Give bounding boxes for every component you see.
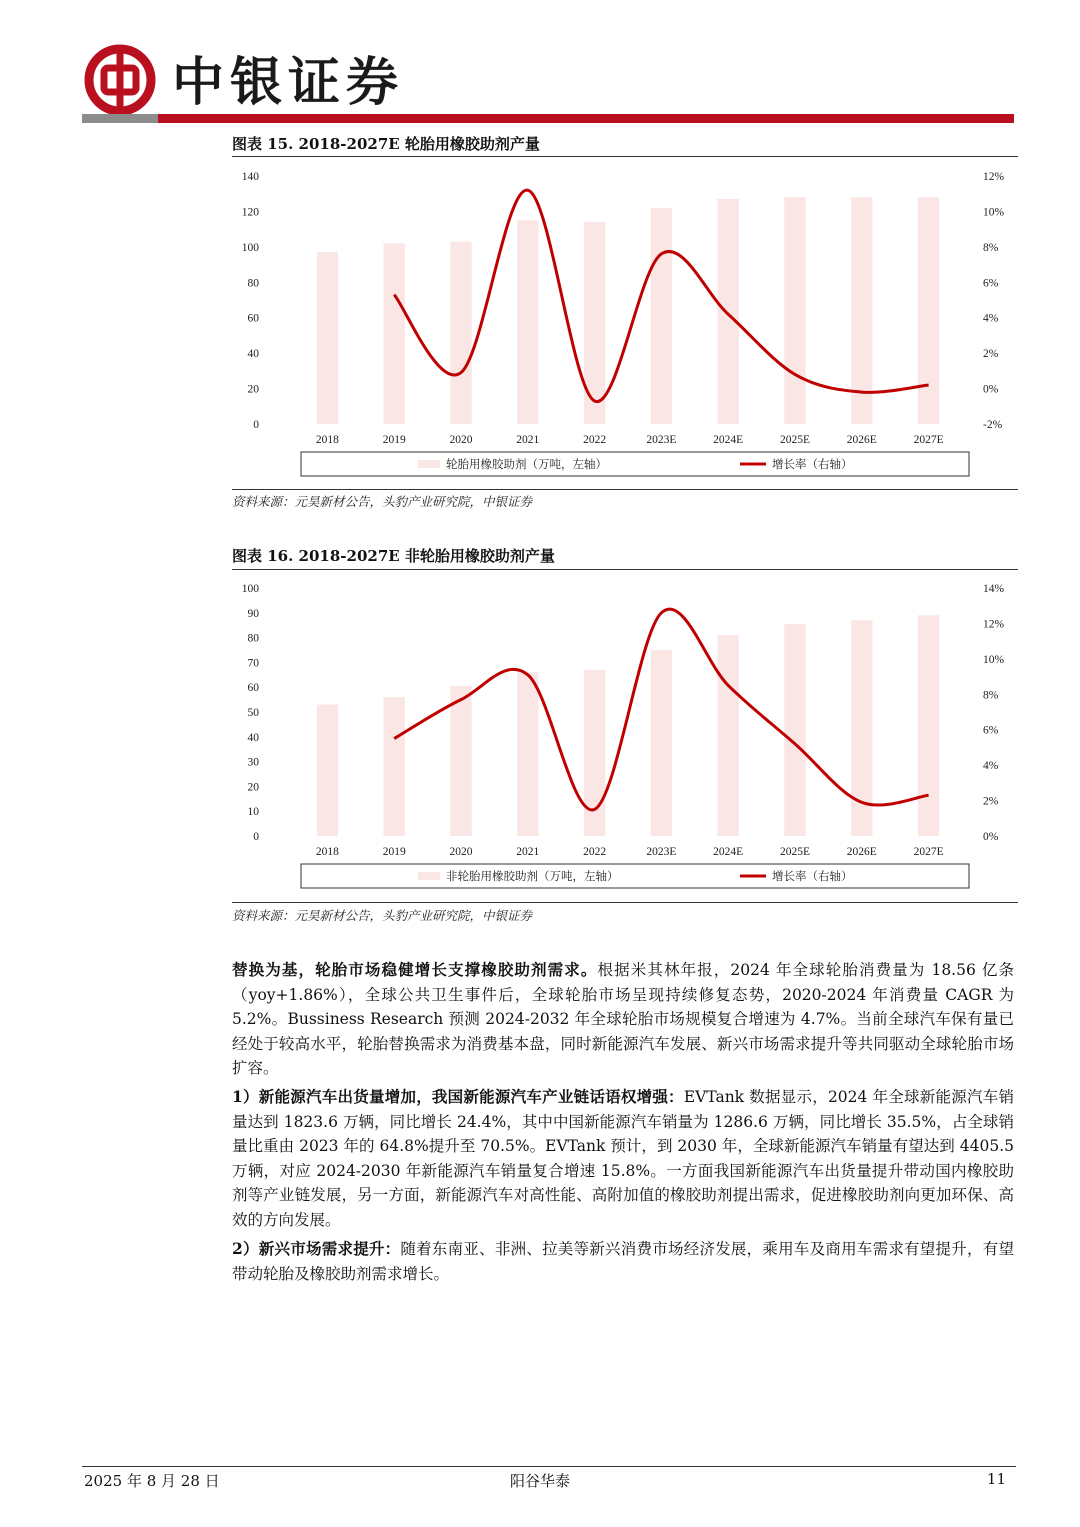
left-axis-tick-label: 60 <box>247 312 259 325</box>
right-axis-tick-label: 6% <box>983 724 999 737</box>
left-axis-tick-label: 0 <box>253 419 259 431</box>
left-axis-tick-label: 80 <box>247 632 259 645</box>
paragraph-nev-text: EVTank 数据显示，2024 年全球新能源汽车销量达到 1823.6 万辆，同比增长 24.4%，其中中国新能源汽车销量为 1286.6 万辆，同比增长 35.5%，占全球销量比重由 2023 年的 64.8%提升至 70.5%。EVTank 预计，到 2030 年，全球新能源汽车销量有望达到 4405.5 万辆，对应 2024-2030 年新能源汽车销量复合增速 15.8%。一方面我国新能源汽车出货量提升带动国内橡胶助剂等产业链发展，另一方面，新能源汽车对高性能、高附加值的橡胶助剂提出需求，促进橡胶助剂向更加环保、高效的方向发展。 <box>232 1088 1015 1229</box>
right-axis-tick-label: 2% <box>983 795 999 808</box>
x-axis-tick-label: 2025E <box>779 434 811 446</box>
figure-16-chart <box>232 572 1018 902</box>
x-axis-tick-label: 2027E <box>913 846 944 858</box>
figure-16-title: 图表 16. 2018-2027E 非轮胎用橡胶助剂产量 <box>232 547 555 565</box>
bank-of-china-logo <box>84 44 156 116</box>
x-axis-tick-label: 2018 <box>315 434 339 446</box>
x-axis-tick-label: 2019 <box>382 846 406 858</box>
bar-2019 <box>384 697 405 836</box>
left-axis-tick-label: 60 <box>247 682 259 695</box>
left-axis-tick-label: 40 <box>247 348 259 361</box>
bar-2019 <box>384 243 405 424</box>
bar-2018 <box>317 252 338 424</box>
left-axis-tick-label: 10 <box>247 806 259 819</box>
figure-16-bottom-rule <box>232 902 1018 903</box>
left-axis-tick-label: 30 <box>247 756 259 769</box>
x-axis-tick-label: 2024E <box>713 434 744 446</box>
left-axis-tick-label: 100 <box>241 583 259 595</box>
footer-company: 阳谷华泰 <box>509 1472 570 1490</box>
legend-box <box>301 452 969 476</box>
paragraph-tire-market-text: 根据米其林年报，2024 年全球轮胎消费量为 18.56 亿条（yoy+1.86%），全球公共卫生事件后，全球轮胎市场呈现持续修复态势，2020-2024 年消费量 CAGR 为 5.2%。Bussiness Research 预测 2024-2032 年全球轮胎市场规模复合增速为 4.7%。当前全球汽车保有量已经处于较高水平，轮胎替换需求为消费基本盘，同时新能源汽车发展、新兴市场需求提升等共同驱动全球轮胎市场扩容。 <box>232 961 1014 1077</box>
legend-box <box>301 864 969 888</box>
x-axis-tick-label: 2022 <box>583 434 607 446</box>
right-axis-tick-label: 12% <box>983 618 1005 631</box>
left-axis-tick-label: 50 <box>247 707 259 719</box>
left-axis-tick-label: 40 <box>247 731 259 744</box>
legend-bar-swatch <box>418 872 440 880</box>
paragraph-tire-market-lead: 替换为基，轮胎市场稳健增长支撑橡胶助剂需求。 <box>232 960 598 979</box>
bar-2027E <box>918 615 939 836</box>
right-axis-tick-label: 4% <box>983 760 999 773</box>
x-axis-tick-label: 2027E <box>913 434 944 446</box>
legend-line-label: 增长率（右轴） <box>772 871 853 883</box>
left-axis-tick-label: 100 <box>241 241 259 254</box>
x-axis-tick-label: 2018 <box>315 846 339 858</box>
header-bar-grey <box>82 114 158 123</box>
bar-2025E <box>784 624 805 836</box>
paragraph-emerging-lead: 2）新兴市场需求提升： <box>232 1239 401 1258</box>
x-axis-tick-label: 2021 <box>516 434 540 446</box>
left-axis-tick-label: 0 <box>253 831 259 843</box>
x-axis-tick-label: 2024E <box>713 846 744 858</box>
figure-15-chart <box>232 160 1018 490</box>
bar-2021 <box>517 220 538 424</box>
left-axis-tick-label: 140 <box>241 171 259 183</box>
right-axis-tick-label: 0% <box>983 383 999 396</box>
paragraph-nev-lead: 1）新能源汽车出货量增加，我国新能源汽车产业链话语权增强： <box>232 1087 684 1106</box>
right-axis-tick-label: -2% <box>983 419 1003 431</box>
figure-15-title: 图表 15. 2018-2027E 轮胎用橡胶助剂产量 <box>232 135 540 153</box>
legend-bar-label: 轮胎用橡胶助剂（万吨，左轴） <box>446 459 607 471</box>
bar-2022 <box>584 670 605 836</box>
paragraph-nev <box>232 1085 1014 1232</box>
bar-2024E <box>718 199 739 424</box>
bar-2018 <box>317 705 338 836</box>
left-axis-tick-label: 20 <box>247 383 259 396</box>
bar-2024E <box>718 635 739 836</box>
paragraph-emerging-markets <box>232 1237 1014 1286</box>
x-axis-tick-label: 2026E <box>846 434 877 446</box>
x-axis-tick-label: 2022 <box>583 846 607 858</box>
right-axis-tick-label: 8% <box>983 241 999 254</box>
left-axis-tick-label: 80 <box>247 277 259 290</box>
left-axis-tick-label: 70 <box>247 657 259 670</box>
right-axis-tick-label: 4% <box>983 312 999 325</box>
right-axis-tick-label: 2% <box>983 348 999 361</box>
right-axis-tick-label: 8% <box>983 689 999 702</box>
bar-2025E <box>784 197 805 424</box>
left-axis-tick-label: 120 <box>241 206 259 219</box>
right-axis-tick-label: 12% <box>983 171 1005 183</box>
x-axis-tick-label: 2019 <box>382 434 406 446</box>
brand-name: 中银证券 <box>172 52 405 113</box>
bar-2020 <box>450 242 471 424</box>
legend-bar-label: 非轮胎用橡胶助剂（万吨，左轴） <box>446 871 619 883</box>
figure-15-bottom-rule <box>232 489 1018 490</box>
right-axis-tick-label: 14% <box>983 583 1005 595</box>
figure-16-top-rule <box>232 569 1018 570</box>
left-axis-tick-label: 20 <box>247 781 259 794</box>
x-axis-tick-label: 2020 <box>449 434 473 446</box>
x-axis-tick-label: 2023E <box>646 846 677 858</box>
bar-2023E <box>651 208 672 424</box>
bar-2023E <box>651 650 672 836</box>
footer-date: 2025 年 8 月 28 日 <box>84 1472 220 1490</box>
x-axis-tick-label: 2020 <box>449 846 473 858</box>
x-axis-tick-label: 2025E <box>779 846 811 858</box>
figure-16-source: 资料来源：元昊新材公告，头豹产业研究院，中银证券 <box>232 908 533 923</box>
x-axis-tick-label: 2021 <box>516 846 540 858</box>
right-axis-tick-label: 10% <box>983 653 1005 666</box>
bar-2027E <box>918 197 939 424</box>
header-bar-red <box>158 114 1014 123</box>
paragraph-emerging-text: 随着东南亚、非洲、拉美等新兴消费市场经济发展，乘用车及商用车需求有望提升，有望带动轮胎及橡胶助剂需求增长。 <box>232 1240 1014 1283</box>
bar-2020 <box>450 686 471 836</box>
right-axis-tick-label: 10% <box>983 206 1005 219</box>
right-axis-tick-label: 6% <box>983 277 999 290</box>
figure-15-top-rule <box>232 156 1018 157</box>
footer-rule <box>82 1466 1016 1467</box>
x-axis-tick-label: 2023E <box>646 434 677 446</box>
footer-page-number: 11 <box>986 1470 1006 1488</box>
paragraph-tire-market <box>232 958 1014 1081</box>
right-axis-tick-label: 0% <box>983 831 999 843</box>
legend-bar-swatch <box>418 460 440 468</box>
legend-line-label: 增长率（右轴） <box>772 459 853 471</box>
left-axis-tick-label: 90 <box>247 607 259 620</box>
figure-15-source: 资料来源：元昊新材公告，头豹产业研究院，中银证券 <box>232 494 533 509</box>
bar-2021 <box>517 672 538 836</box>
x-axis-tick-label: 2026E <box>846 846 877 858</box>
